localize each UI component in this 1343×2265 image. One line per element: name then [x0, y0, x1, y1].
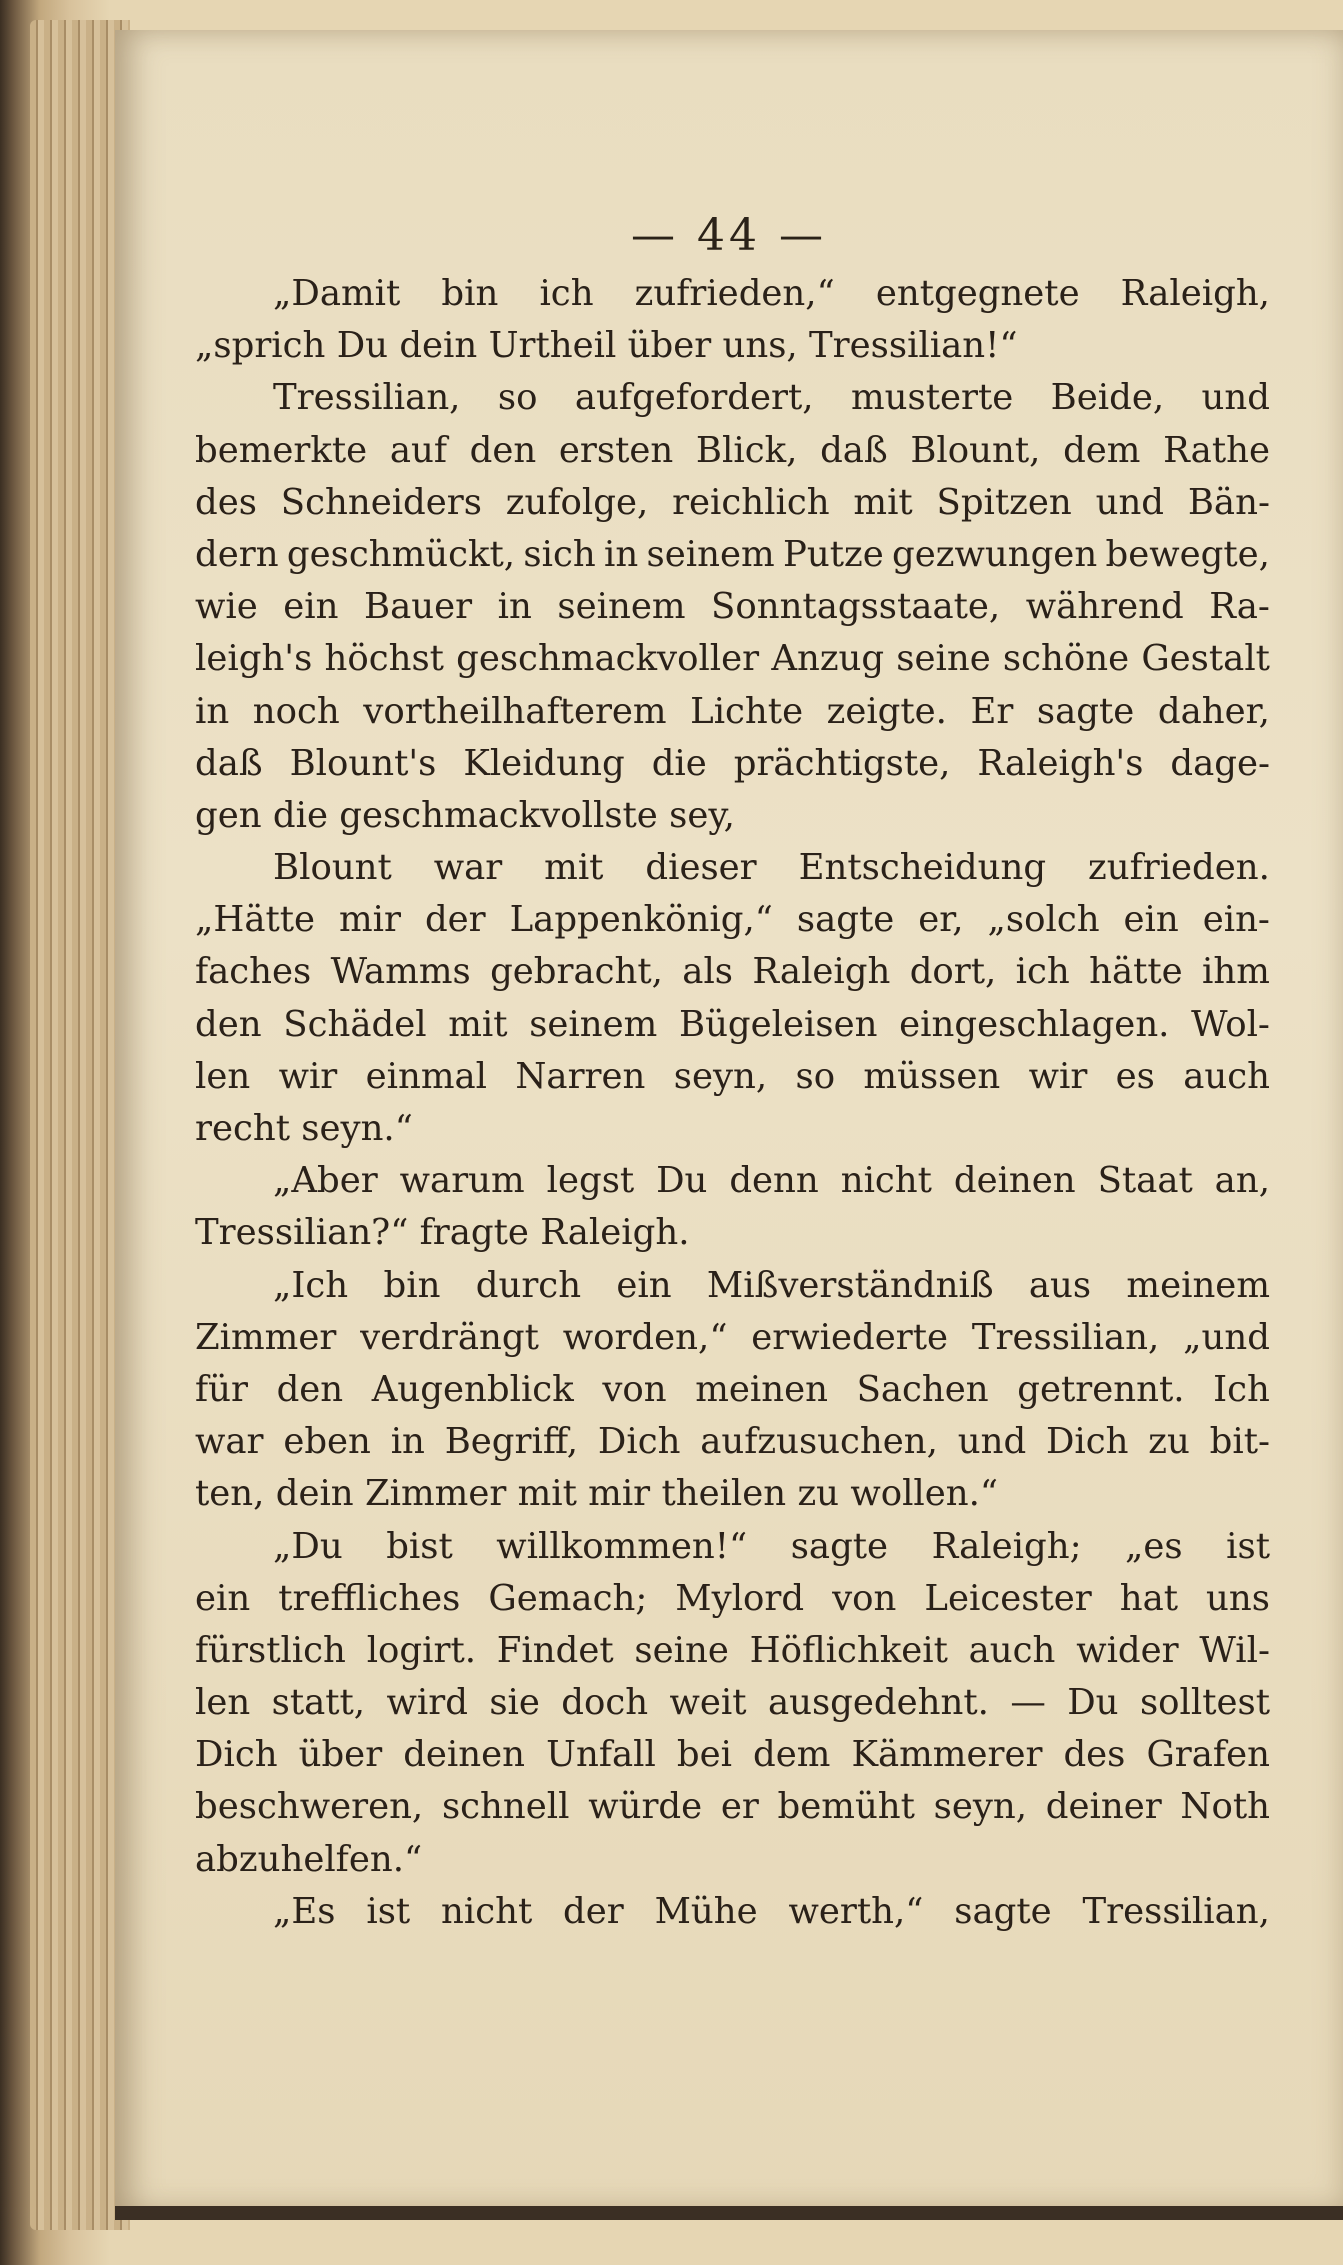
- text-line: Tressilian, so aufgefordert, musterte Beide, und: [273, 377, 1270, 419]
- text-line: gen die geschmackvollste sey,: [195, 794, 735, 836]
- text-line: fürstlich logirt. Findet seine Höflichkeit auch wider Wil-: [195, 1629, 1270, 1671]
- text-line: „Damit bin ich zufrieden,“ entgegnete Raleigh,: [273, 273, 1270, 314]
- text-line: den Schädel mit seinem Bügeleisen eingeschlagen. Wol-: [195, 1003, 1270, 1045]
- text-line: für den Augenblick von meinen Sachen getrennt. Ich: [195, 1368, 1270, 1410]
- text-line: bemerkte auf den ersten Blick, daß Blount, dem Rathe: [195, 429, 1270, 471]
- text-line: „Aber warum legst Du denn nicht deinen Staat an,: [273, 1160, 1270, 1202]
- text-line: dern geschmückt, sich in seinem Putze gezwungen bewegte,: [195, 533, 1270, 575]
- text-line: „sprich Du dein Urtheil über uns, Tressilian!“: [195, 325, 1018, 367]
- text-line: wie ein Bauer in seinem Sonntagsstaate, während Ra-: [195, 586, 1270, 628]
- text-line: daß Blount's Kleidung die prächtigste, Raleigh's dage-: [195, 742, 1270, 784]
- page-number: — 44 —: [631, 210, 827, 261]
- text-line: Blount war mit dieser Entscheidung zufrieden.: [273, 847, 1270, 889]
- text-line: in noch vortheilhafterem Lichte zeigte. Er sagte daher,: [195, 690, 1270, 732]
- text-line: len statt, wird sie doch weit ausgedehnt. — Du solltest: [195, 1682, 1270, 1724]
- text-line: Zimmer verdrängt worden,“ erwiederte Tressilian, „und: [195, 1316, 1270, 1358]
- text-line: „Es ist nicht der Mühe werth,“ sagte Tressilian,: [273, 1890, 1270, 1932]
- text-line: „Hätte mir der Lappenkönig,“ sagte er, „solch ein ein-: [195, 899, 1270, 941]
- text-line: Tressilian?“ fragte Raleigh.: [195, 1212, 690, 1254]
- text-line: des Schneiders zufolge, reichlich mit Spitzen und Bän-: [195, 481, 1270, 523]
- text-line: „Du bist willkommen!“ sagte Raleigh; „es ist: [273, 1525, 1270, 1567]
- text-line: len wir einmal Narren seyn, so müssen wir es auch: [195, 1055, 1270, 1097]
- text-line: Dich über deinen Unfall bei dem Kämmerer des Grafen: [195, 1734, 1270, 1776]
- text-line: faches Wamms gebracht, als Raleigh dort, ich hätte ihm: [195, 951, 1270, 993]
- text-line: war eben in Begriff, Dich aufzusuchen, und Dich zu bit-: [195, 1421, 1270, 1463]
- text-line: ein treffliches Gemach; Mylord von Leicester hat uns: [195, 1577, 1270, 1619]
- text-line: leigh's höchst geschmackvoller Anzug seine schöne Gestalt: [195, 638, 1270, 680]
- text-line: ten, dein Zimmer mit mir theilen zu wollen.“: [195, 1473, 999, 1515]
- text-line: beschweren, schnell würde er bemüht seyn, deiner Noth: [195, 1786, 1270, 1828]
- text-line: abzuhelfen.“: [195, 1838, 423, 1880]
- text-line: recht seyn.“: [195, 1108, 413, 1149]
- body-text: [195, 268, 1270, 1938]
- text-line: „Ich bin durch ein Mißverständniß aus meinem: [273, 1264, 1270, 1306]
